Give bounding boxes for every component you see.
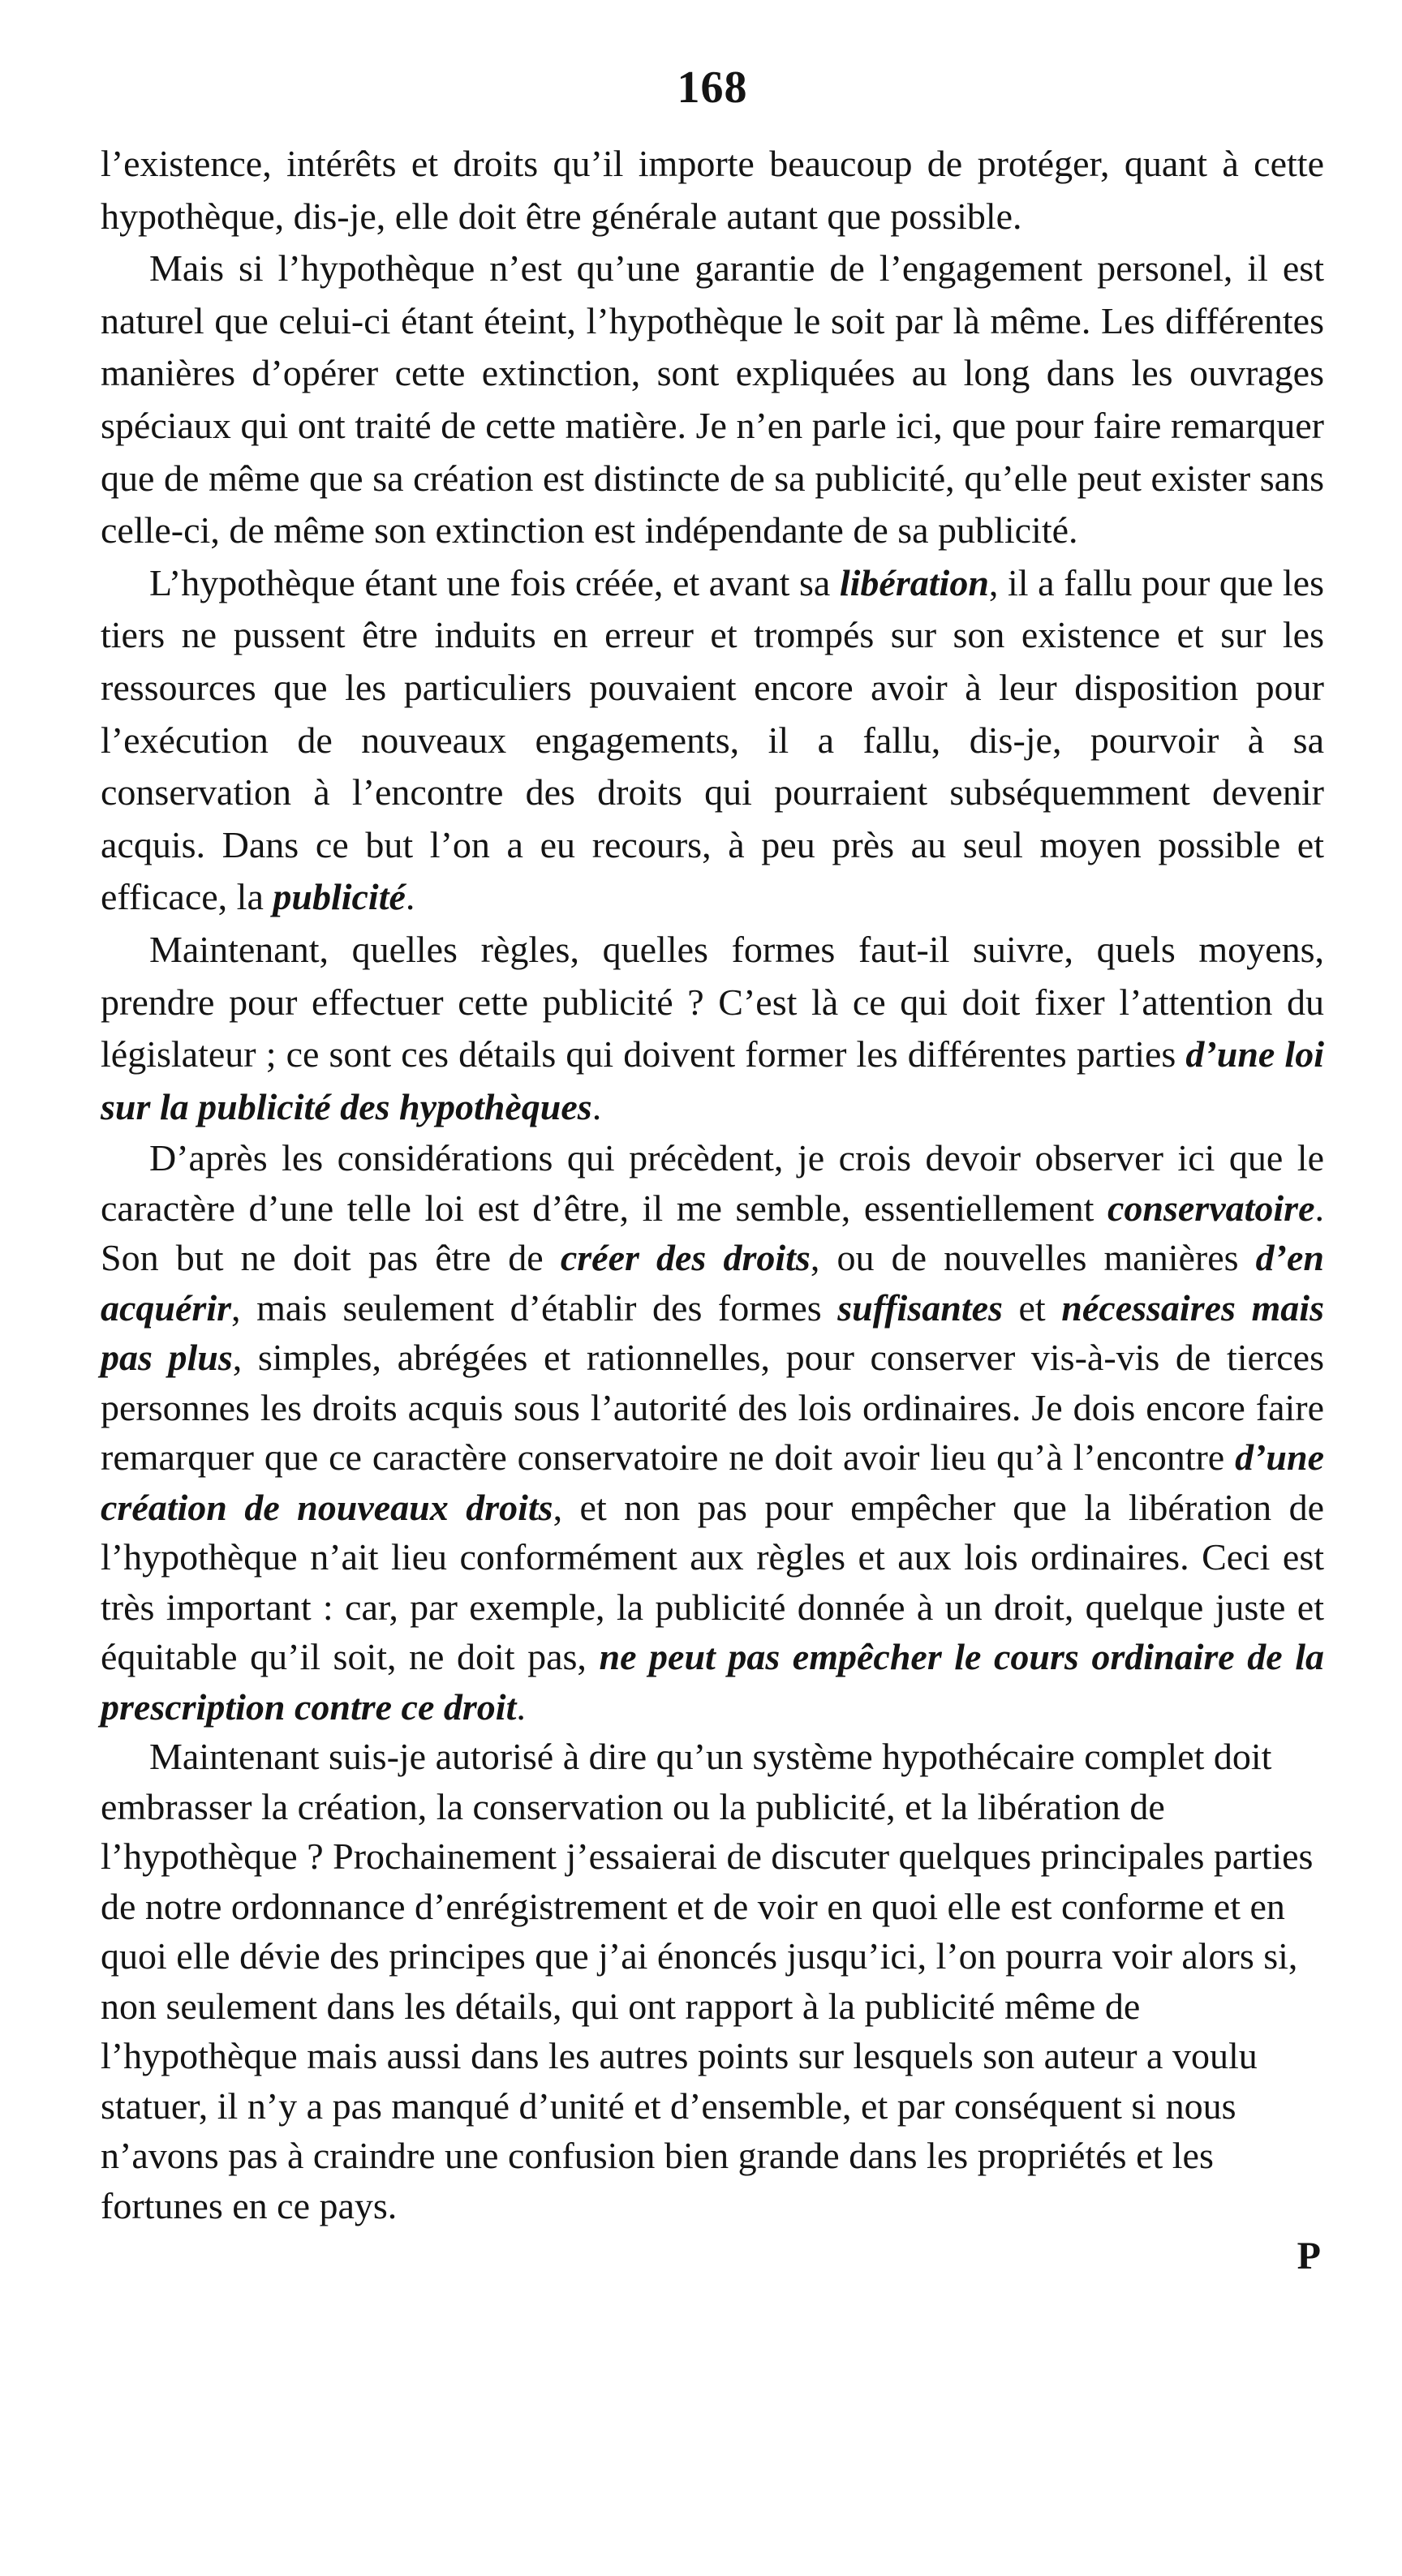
emphasized-text: libération (839, 561, 989, 603)
emphasized-text: d’une loi sur la publicité des hypothèques (101, 1033, 1324, 1127)
emphasized-text: publicité (273, 876, 406, 918)
paragraph (101, 924, 1324, 1133)
text-run: , il a fallu pour que les tiers ne pussent être induits en erreur et trompés sur son existence et sur les ressources que les particuliers pouvaient encore avoir à leur disposition pour l’exécution de nouveaux engagements, il a fallu, dis-je, pourvoir à sa conservation à l’encontre des droits qui pourraient subséquemment devenir acquis. Dans ce but l’on a eu recours, à peu près au seul moyen possible et efficace, la (101, 561, 1324, 918)
emphasized-text: d’une création de nouveaux droits (101, 1436, 1324, 1528)
text-run: Maintenant suis-je autorisé à dire qu’un système hypothécaire complet doit embrasser la création, la conservation ou la publicité, et la libération de l’hypothèque ? Prochainement j’essaierai de discuter quelques principales parties de notre ordonnance d’enrégistrement et de voir en quoi elle est conforme et en quoi elle dévie des principes que j’ai énoncés jusqu’ici, l’on pourra voir alors si, non seulement dans les détails, qui ont rapport à la publicité même de l’hypothèque mais aussi dans les autres points sur lesquels son auteur a voulu statuer, il n’y a pas manqué d’unité et d’ensemble, et par conséquent si nous n’avons pas à craindre une confusion bien grande dans les propriétés et les fortunes en ce pays. (101, 1736, 1314, 2226)
emphasized-text: d’en acquérir (101, 1237, 1324, 1329)
text-run: . (591, 1085, 602, 1127)
emphasized-text: nécessaires mais pas plus (101, 1286, 1324, 1379)
paragraph (101, 557, 1324, 924)
text-run: D’après les considérations qui précèdent, je crois devoir observer ici que le caractère d’une telle loi est d’être, il me semble, essentiellement (101, 1137, 1324, 1229)
text-run: Maintenant, quelles règles, quelles formes faut-il suivre, quels moyens, prendre pour effectuer cette publicité ? C’est là ce qui doit fixer l’attention du législateur ; ce sont ces détails qui doivent former les différentes parties (101, 928, 1324, 1075)
book-page (101, 62, 1324, 2531)
text-run: . Son but ne doit pas être de (101, 1187, 1324, 1279)
text-run: et (1002, 1286, 1062, 1329)
text-run: . (405, 876, 415, 918)
text-run: Mais si l’hypothèque n’est qu’une garantie de l’engagement personel, il est naturel que celui-ci étant éteint, l’hypothèque le soit par là même. Les différentes manières d’opérer cette extinction, sont expliquées au long dans les ouvrages spéciaux qui ont traité de cette matière. Je n’en parle ici, que pour faire remarquer que de même que sa création est distincte de sa publicité, qu’elle peut exister sans celle-ci, de même son extinction est indépendante de sa publicité. (101, 247, 1324, 552)
text-run: , simples, abrégées et rationnelles, pour conserver vis-à-vis de tierces personnes les droits acquis sous l’autorité des lois ordinaires. Je dois encore faire remarquer que ce caractère conservatoire ne doit avoir lieu qu’à l’encontre (101, 1337, 1324, 1479)
page-body (101, 138, 1324, 2230)
text-run: , et non pas pour empêcher que la libération de l’hypothèque n’ait lieu conformément aux règles et aux lois ordinaires. Ceci est très important : car, par exemple, la publicité donnée à un droit, quelque juste et équitable qu’il soit, ne doit pas, (101, 1486, 1324, 1678)
text-run: , ou de nouvelles manières (810, 1237, 1256, 1279)
paragraph (101, 138, 1324, 243)
emphasized-text: conservatoire (1107, 1187, 1315, 1229)
text-run: L’hypothèque étant une fois créée, et avant sa (149, 561, 840, 603)
signature-mark: P (1297, 2235, 1321, 2278)
emphasized-text: suffisantes (837, 1286, 1003, 1329)
paragraph (101, 1133, 1324, 1732)
page-number: 168 (677, 62, 748, 113)
text-run: l’existence, intérêts et droits qu’il importe beaucoup de protéger, quant à cette hypothèque, dis-je, elle doit être générale autant que possible. (101, 143, 1324, 237)
text-run: . (516, 1685, 526, 1728)
emphasized-text: ne peut pas empêcher le cours ordinaire de la prescription contre ce droit (101, 1636, 1324, 1728)
text-run: , mais seulement d’établir des formes (231, 1286, 838, 1329)
paragraph (101, 1732, 1324, 2230)
emphasized-text: créer des droits (560, 1237, 811, 1279)
paragraph (101, 243, 1324, 557)
